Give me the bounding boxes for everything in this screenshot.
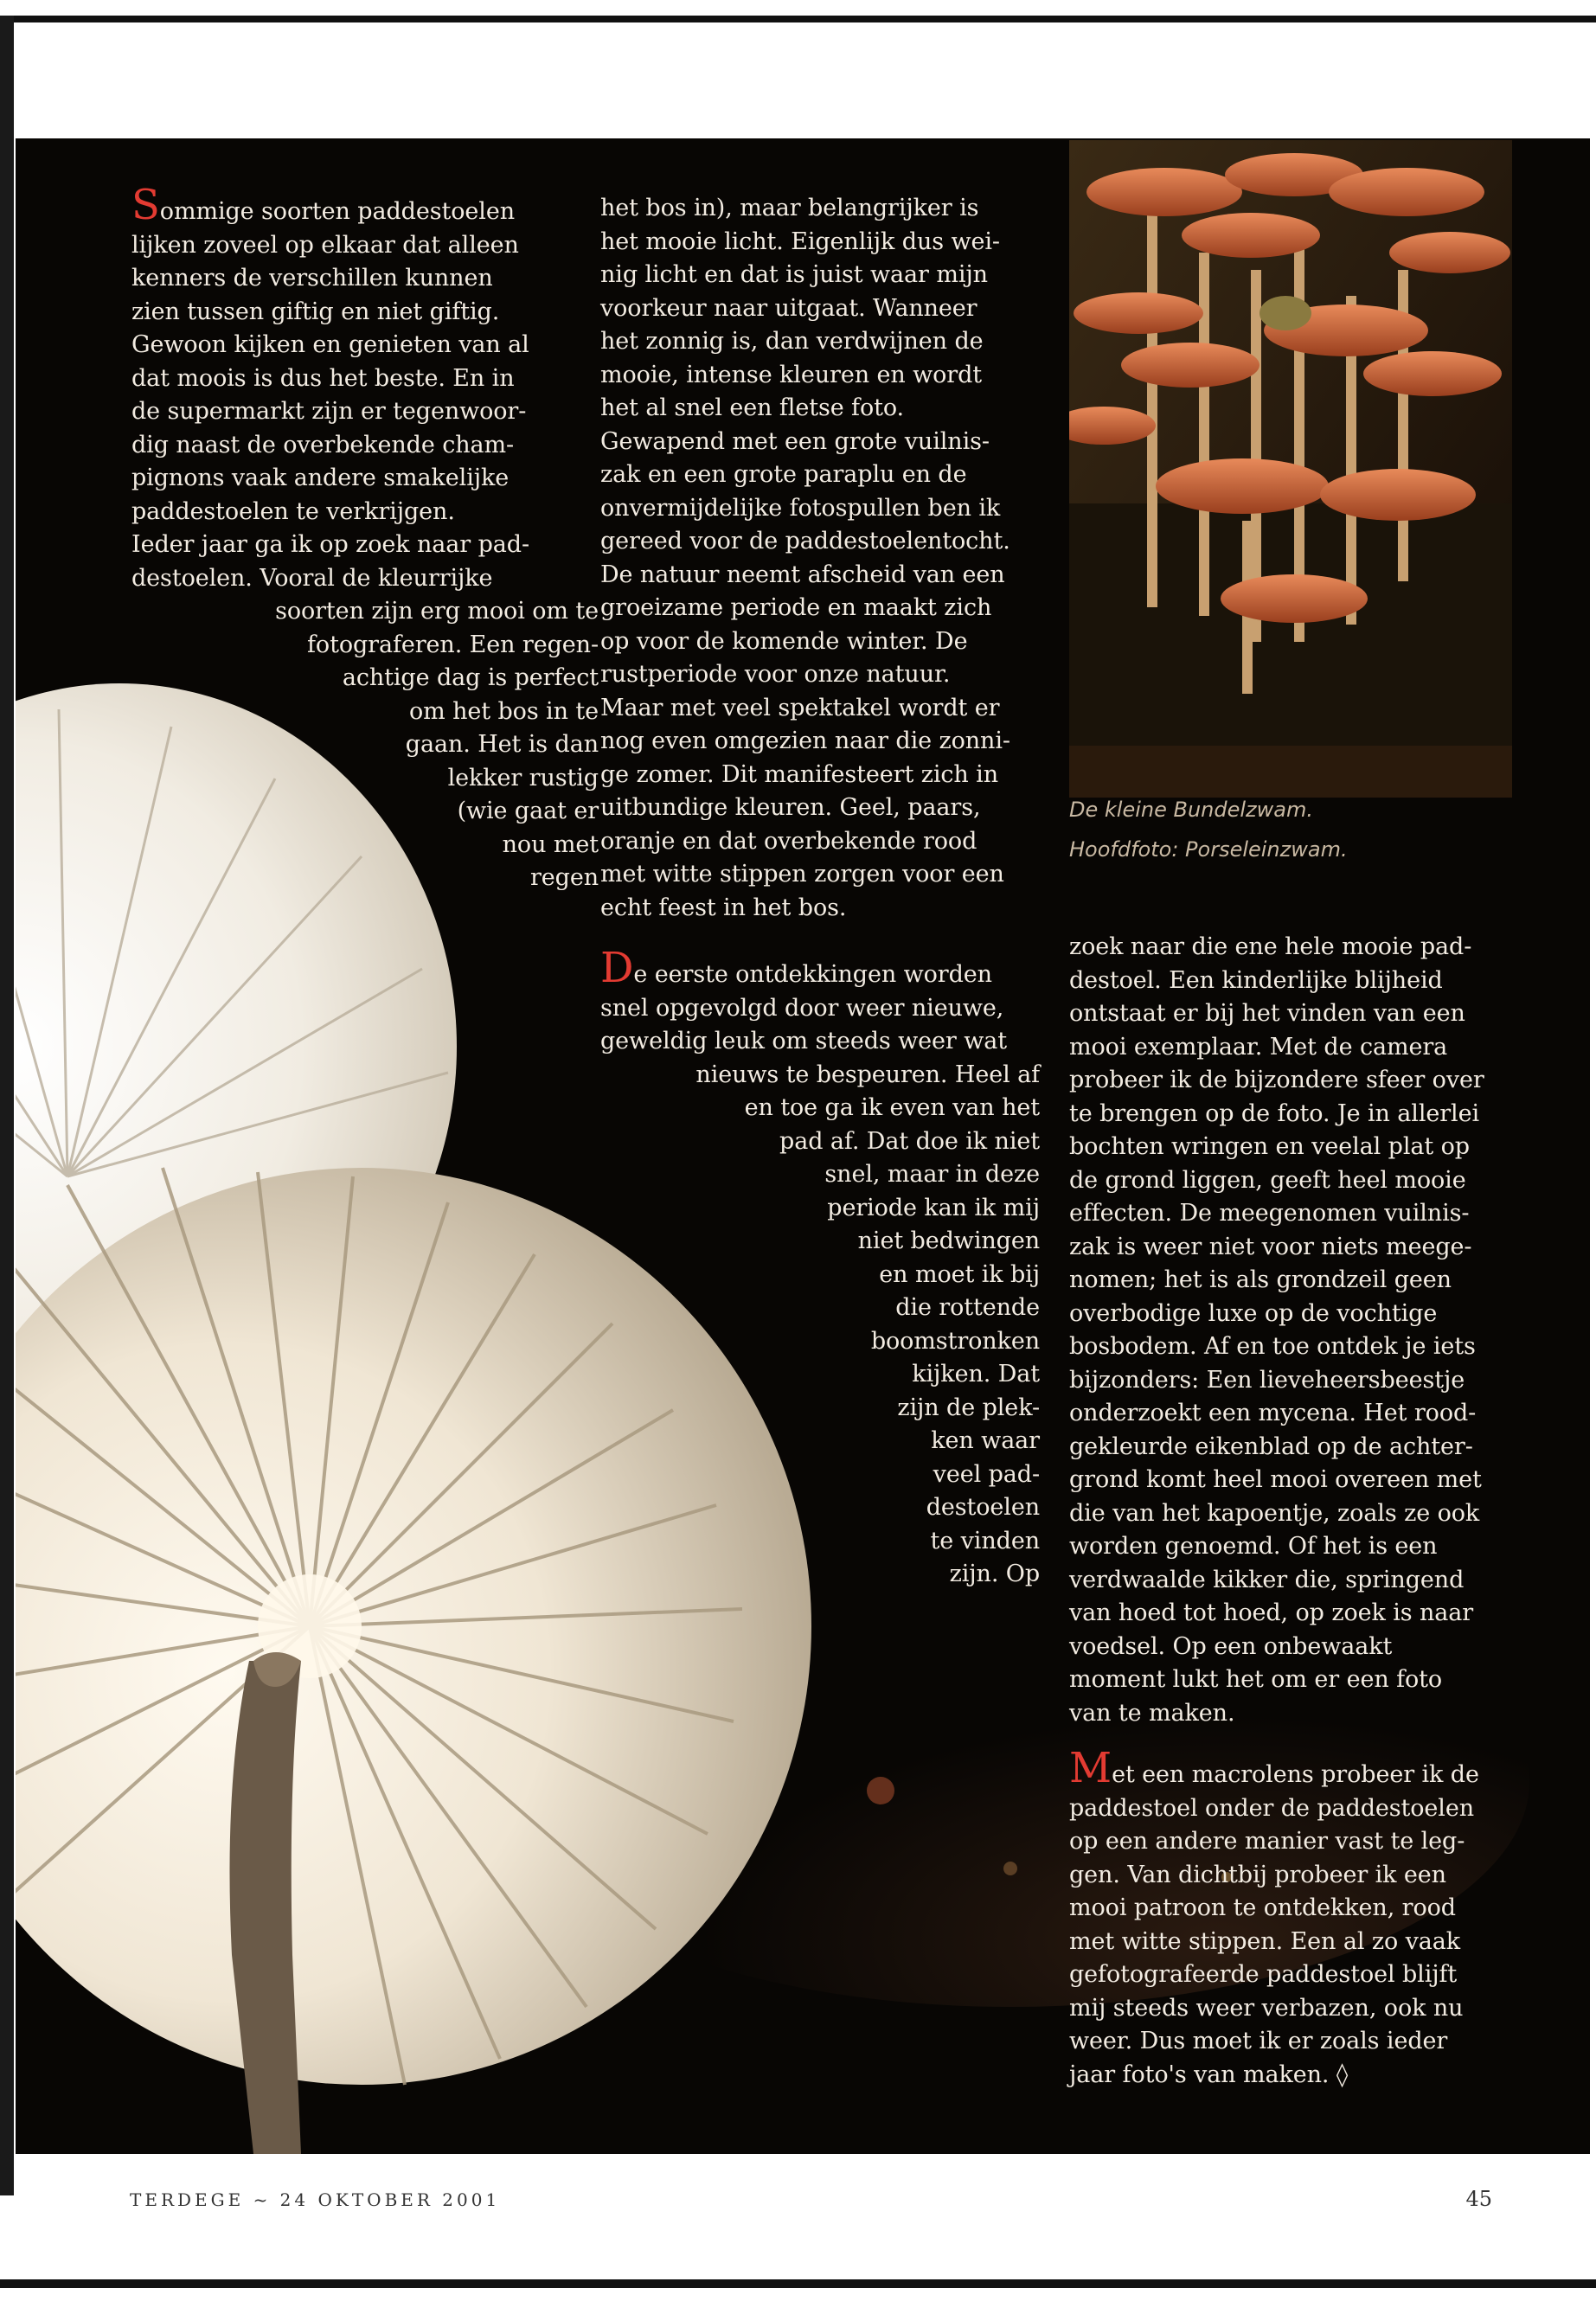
text-line: zien tussen giftig en niet giftig.	[131, 298, 500, 325]
text-line: uitbundige kleuren. Geel, paars,	[600, 794, 981, 821]
text-line: effecten. De meegenomen vuilnis-	[1069, 1200, 1470, 1227]
text-line: gekleurde eikenblad op de achter-	[1069, 1433, 1473, 1460]
magazine-page	[16, 138, 1590, 2154]
text-line: probeer ik de bijzondere sfeer over	[1069, 1067, 1484, 1093]
text-line	[131, 181, 599, 229]
text-line: bochten wringen en veelal plat op	[1069, 1133, 1470, 1160]
text-line: paddestoel onder de paddestoelen	[1069, 1794, 1474, 1822]
text-line: de grond liggen, geeft heel mooie	[1069, 1166, 1466, 1194]
text-line: nig licht en dat is juist waar mijn	[600, 261, 988, 288]
text-line: dig naast de overbekende cham-	[131, 431, 515, 458]
text-line: die van het kapoentje, zoals ze ook	[1069, 1499, 1480, 1527]
text-line: het zonnig is, dan verdwijnen de	[600, 328, 984, 355]
text-line: (wie gaat er	[457, 798, 599, 824]
text-line: gen. Van dichtbij probeer ik een	[1069, 1861, 1446, 1888]
text-line: geweldig leuk om steeds weer wat	[600, 1028, 1007, 1054]
text-line: boomstronken	[870, 1327, 1040, 1355]
bottom-rule	[0, 2279, 1596, 2288]
text-line: met witte stippen. Een al zo vaak	[1069, 1927, 1461, 1955]
text-line: paddestoelen te verkrijgen.	[131, 497, 455, 525]
text-line: op een andere manier vast te leg-	[1069, 1828, 1465, 1855]
text-line: Gewoon kijken en genieten van al	[131, 331, 529, 358]
text-line	[1069, 1744, 1519, 1792]
text-line: ken waar	[931, 1427, 1040, 1454]
text-line: Maar met veel spektakel wordt er	[600, 694, 1000, 721]
text-line: het bos in), maar belangrijker is	[600, 195, 979, 221]
text-line: nomen; het is als grondzeil geen	[1069, 1266, 1452, 1293]
text-line: oranje en dat overbekende rood	[600, 827, 977, 855]
photo-credit-caption: Hoofdfoto: Porseleinzwam.	[1069, 837, 1348, 862]
text-line	[600, 944, 1040, 992]
text-line: van hoed tot hoed, op zoek is naar	[1069, 1599, 1474, 1626]
text-line: mooie, intense kleuren en wordt	[600, 361, 983, 388]
text-line: pignons vaak andere smakelijke	[131, 465, 510, 491]
text-line: fotograferen. Een regen-	[307, 631, 599, 658]
text-line: zak is weer niet voor niets meege-	[1069, 1233, 1472, 1260]
text-line: regen	[529, 864, 599, 891]
text-line: kenners de verschillen kunnen	[131, 265, 493, 292]
text-line: periode kan ik mij	[827, 1194, 1040, 1221]
top-rule	[0, 16, 1596, 22]
text-line: kijken. Dat	[912, 1361, 1040, 1388]
text-line: rustperiode voor onze natuur.	[600, 661, 951, 688]
text-line: bijzonders: Een lieveheersbeestje	[1069, 1366, 1465, 1394]
text-line: mooi exemplaar. Met de camera	[1069, 1033, 1448, 1061]
text-line: verdwaalde kikker die, springend	[1069, 1566, 1465, 1593]
text-line: te brengen op de foto. Je in allerlei	[1069, 1099, 1480, 1127]
text-line: grond komt heel mooi overeen met	[1069, 1466, 1482, 1493]
text-line: en moet ik bij	[879, 1260, 1040, 1288]
photo-caption: De kleine Bundelzwam.	[1069, 798, 1313, 822]
text-line: bosbodem. Af en toe ontdek je iets	[1069, 1333, 1476, 1360]
text-line: het mooie licht. Eigenlijk dus wei-	[600, 228, 1000, 255]
text-line: onderzoekt een mycena. Het rood-	[1069, 1400, 1477, 1426]
text-line: op voor de komende winter. De	[600, 627, 968, 655]
footer-publication: TERDEGE ~ 24 OKTOBER 2001	[130, 2189, 501, 2210]
text-line: zijn de plek-	[897, 1394, 1040, 1421]
text-line: niet bedwingen	[857, 1227, 1040, 1254]
column-3-continued-text	[1069, 1744, 1519, 2092]
text-line: destoelen. Vooral de kleurrijke	[131, 564, 493, 592]
column-3-text	[1069, 931, 1519, 1730]
text-line: mooi patroon te ontdekken, rood	[1069, 1894, 1456, 1921]
text-line: zoek naar die ene hele mooie pad-	[1069, 933, 1472, 960]
text-line: zak en een grote paraplu en de	[600, 461, 967, 488]
text-line: gaan. Het is dan	[405, 731, 599, 758]
text-line: pad af. Dat doe ik niet	[779, 1127, 1040, 1155]
text-line: moment lukt het om er een foto	[1069, 1666, 1443, 1693]
text-line: die rottende	[895, 1294, 1040, 1321]
drop-cap-initial: D	[600, 944, 634, 992]
text-line: Gewapend met een grote vuilnis-	[600, 427, 990, 455]
text-line: snel, maar in deze	[824, 1161, 1040, 1188]
text-line: jaar foto's van maken. ◊	[1069, 2061, 1349, 2088]
page-edge	[0, 16, 14, 2195]
drop-cap-initial: M	[1069, 1744, 1112, 1792]
text-line: gereed voor de paddestoelentocht.	[600, 528, 1010, 554]
text-line: worden genoemd. Of het is een	[1069, 1533, 1438, 1560]
column-2-continued-text	[600, 944, 1040, 1592]
text-line: onvermijdelijke fotospullen ben ik	[600, 494, 1001, 522]
text-line: dat moois is dus het beste. En in	[131, 364, 515, 392]
text-line-rest: et een macrolens probeer ik de	[1112, 1761, 1479, 1788]
text-line: van te maken.	[1069, 1699, 1235, 1727]
text-line: nou met	[502, 830, 599, 858]
footer-page-number: 45	[1465, 2187, 1492, 2211]
text-line: met witte stippen zorgen voor een	[600, 861, 1004, 888]
text-line: snel opgevolgd door weer nieuwe,	[600, 994, 1004, 1022]
text-line: De natuur neemt afscheid van een	[600, 561, 1005, 588]
text-line: echt feest in het bos.	[600, 894, 847, 921]
text-line: soorten zijn erg mooi om te	[275, 598, 599, 625]
text-line: gefotografeerde paddestoel blijft	[1069, 1961, 1458, 1988]
text-line: nog even omgezien naar die zonni-	[600, 727, 1010, 754]
text-line: mij steeds weer verbazen, ook nu	[1069, 1994, 1464, 2022]
column-2-text	[600, 192, 1050, 925]
text-line: en toe ga ik even van het	[744, 1094, 1040, 1121]
text-line: te vinden	[930, 1527, 1040, 1554]
text-line: groeizame periode en maakt zich	[600, 594, 992, 621]
drop-cap-initial: S	[131, 181, 160, 229]
text-line: overbodige luxe op de vochtige	[1069, 1299, 1438, 1327]
text-line: om het bos in te	[408, 697, 599, 725]
text-line: het al snel een fletse foto.	[600, 394, 905, 421]
text-line: lijken zoveel op elkaar dat alleen	[131, 231, 519, 259]
text-line: destoel. Een kinderlijke blijheid	[1069, 966, 1443, 994]
text-line: ontstaat er bij het vinden van een	[1069, 1000, 1465, 1027]
text-line: voorkeur naar uitgaat. Wanneer	[600, 294, 977, 322]
text-line-rest: ommige soorten paddestoelen	[159, 198, 515, 225]
text-line: zijn. Op	[949, 1561, 1040, 1587]
column-1-text	[131, 181, 599, 895]
text-line-rest: e eerste ontdekkingen worden	[633, 961, 992, 988]
text-line: achtige dag is perfect	[342, 664, 599, 691]
text-line: veel pad-	[933, 1460, 1040, 1488]
text-line: ge zomer. Dit manifesteert zich in	[600, 760, 999, 788]
text-line: voedsel. Op een onbewaakt	[1069, 1632, 1393, 1660]
text-line: Ieder jaar ga ik op zoek naar pad-	[131, 531, 529, 558]
text-line: nieuws te bespeuren. Heel af	[695, 1061, 1040, 1088]
text-line: destoelen	[926, 1494, 1040, 1521]
text-line: lekker rustig	[447, 764, 599, 792]
inset-photo-bundelzwam	[1069, 140, 1512, 798]
text-line: weer. Dus moet ik er zoals ieder	[1069, 2028, 1448, 2054]
text-line: de supermarkt zijn er tegenwoor-	[131, 398, 527, 425]
